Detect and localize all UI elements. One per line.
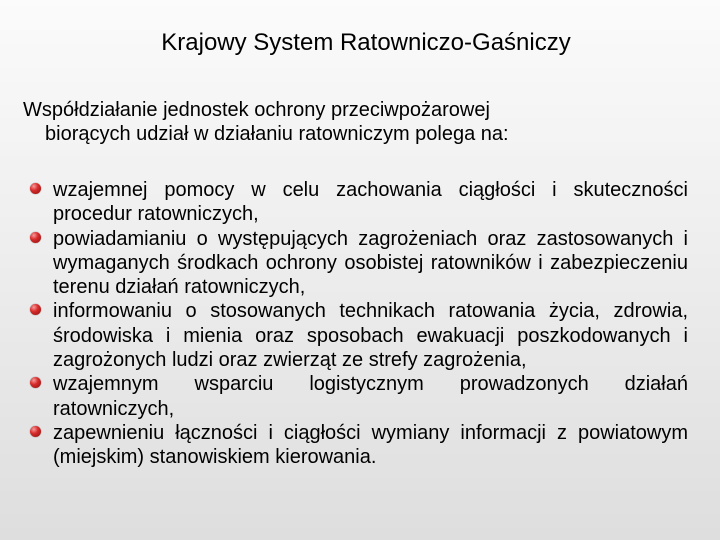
- red-ball-bullet-icon: [30, 183, 41, 194]
- red-ball-bullet-icon: [30, 377, 41, 388]
- red-ball-bullet-icon: [30, 304, 41, 315]
- intro-paragraph: [23, 98, 673, 146]
- intro-line-1: Współdziałanie jednostek ochrony przeciwpożarowej: [23, 99, 490, 121]
- bullet-text: wzajemnym wsparciu logistycznym prowadzonych działań ratowniczych,: [53, 373, 688, 420]
- intro-line-2: biorących udział w działaniu ratowniczym polega na:: [45, 123, 509, 145]
- bullet-list: [30, 178, 688, 470]
- red-ball-bullet-icon: [30, 426, 41, 437]
- bullet-item: [30, 178, 688, 227]
- bullet-item: [30, 299, 688, 372]
- red-ball-bullet-icon: [30, 232, 41, 243]
- bullet-item: [30, 227, 688, 300]
- slide-title: Krajowy System Ratowniczo-Gaśniczy: [161, 29, 571, 56]
- bullet-text: powiadamianiu o występujących zagrożeniach oraz zastosowanych i wymaganych środkach ochrony osobistej ratowników i zabezpieczeniu terenu działań ratowniczych,: [53, 227, 688, 299]
- bullet-text: informowaniu o stosowanych technikach ratowania życia, zdrowia, środowiska i mienia oraz sposobach ewakuacji poszkodowanych i zagrożonych ludzi oraz zwierząt ze strefy zagrożenia,: [53, 300, 688, 372]
- bullet-text: wzajemnej pomocy w celu zachowania ciągłości i skuteczności procedur ratowniczych,: [53, 179, 688, 226]
- bullet-item: [30, 421, 688, 470]
- bullet-item: [30, 372, 688, 421]
- bullet-text: zapewnieniu łączności i ciągłości wymiany informacji z powiatowym (miejskim) stanowiskiem kierowania.: [53, 421, 688, 469]
